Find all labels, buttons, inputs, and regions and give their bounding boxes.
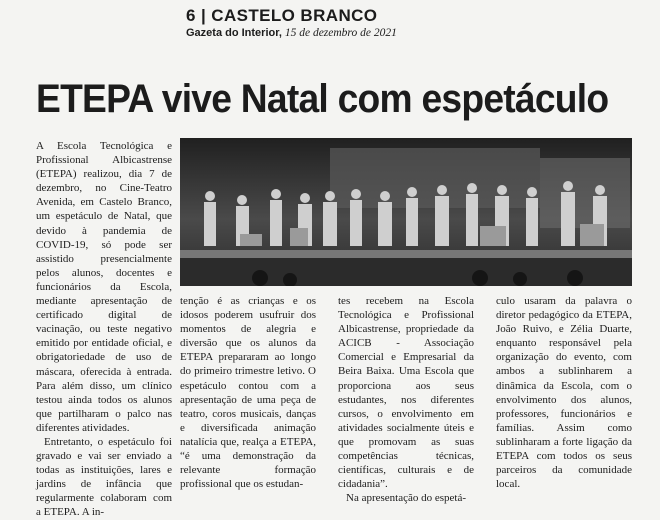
page-number: 6 bbox=[186, 6, 196, 25]
page-header bbox=[186, 6, 546, 40]
article-column-3 bbox=[338, 294, 474, 505]
publication-name: Gazeta do Interior, bbox=[186, 27, 282, 39]
article-paragraph: tenção é as crianças e os idosos poderem usufruir dos momentos de alegria e diversão que os alunos da ETEPA prepararam ao longo do primeiro trimestre letivo. O espetáculo contou com a apresentação de uma peça de teatro, coros musicais, danças e diversificada animação natalícia que, realça a ETEPA, “é uma demonstração da relevante formação profissional que os estudan- bbox=[180, 295, 316, 491]
article-paragraph: Entretanto, o espetáculo foi gravado e vai ser enviado a todas as instituições, lares e jardins de infância que regularmente colaboram com a ETEPA. A in- bbox=[36, 435, 172, 519]
header-divider: | bbox=[195, 6, 212, 25]
article-paragraph: tes recebem na Escola Tecnológica e Profissional Albicastrense, propriedade da ACICB - Associação Comercial e Empresarial da Beira Baixa. Uma Escola que proporciona aos seus estudantes, nos diferentes cursos, o envolvimento em atividades socialmente úteis e que promovam as suas competências técnicas, científicas, culturais e de cidadania”. bbox=[338, 295, 474, 491]
article-paragraph: A Escola Tecnológica e Profissional Albicastrense (ETEPA) realizou, dia 7 de dezembro, no Cine-Teatro Avenida, em Castelo Branco, um espetáculo de Natal, que devido à pandemia de COVID-19, só pode ser assistido presencialmente pelos alunos, docentes e funcionários da Escola, mediante apresentação de certificado digital de vacinação, ou teste negativo emitido por entidade oficial, e obrigatoriedade de uso de máscara, oferecida à entrada. Para além disso, um clínico testou ainda todos os alunos que partilharam o palco nas diferentes atividades. bbox=[36, 140, 172, 434]
article-column-2 bbox=[180, 294, 316, 491]
stage-performance-image bbox=[180, 138, 632, 286]
article-column-4 bbox=[496, 294, 632, 491]
article-photo bbox=[180, 138, 632, 286]
section-title: CASTELO BRANCO bbox=[211, 6, 378, 25]
publication-date: 15 de dezembro de 2021 bbox=[284, 27, 397, 39]
article-paragraph: culo usaram da palavra o diretor pedagógico da ETEPA, João Ruivo, e Zélia Duarte, enquanto responsável pela organização do evento, com ambos a sublinharem a dinâmica da Escola, com o envolvimento dos alunos, professores, funcionários e famílias. Assim como sublinharam a forte ligação da ETEPA com todos os seus parceiros da comunidade local. bbox=[496, 295, 632, 491]
article-headline: ETEPA vive Natal com espetáculo bbox=[36, 77, 609, 121]
section-header bbox=[186, 6, 546, 26]
article-column-1 bbox=[36, 139, 172, 520]
article-paragraph: Na apresentação do espetá- bbox=[346, 492, 467, 505]
publication-line bbox=[186, 26, 546, 40]
